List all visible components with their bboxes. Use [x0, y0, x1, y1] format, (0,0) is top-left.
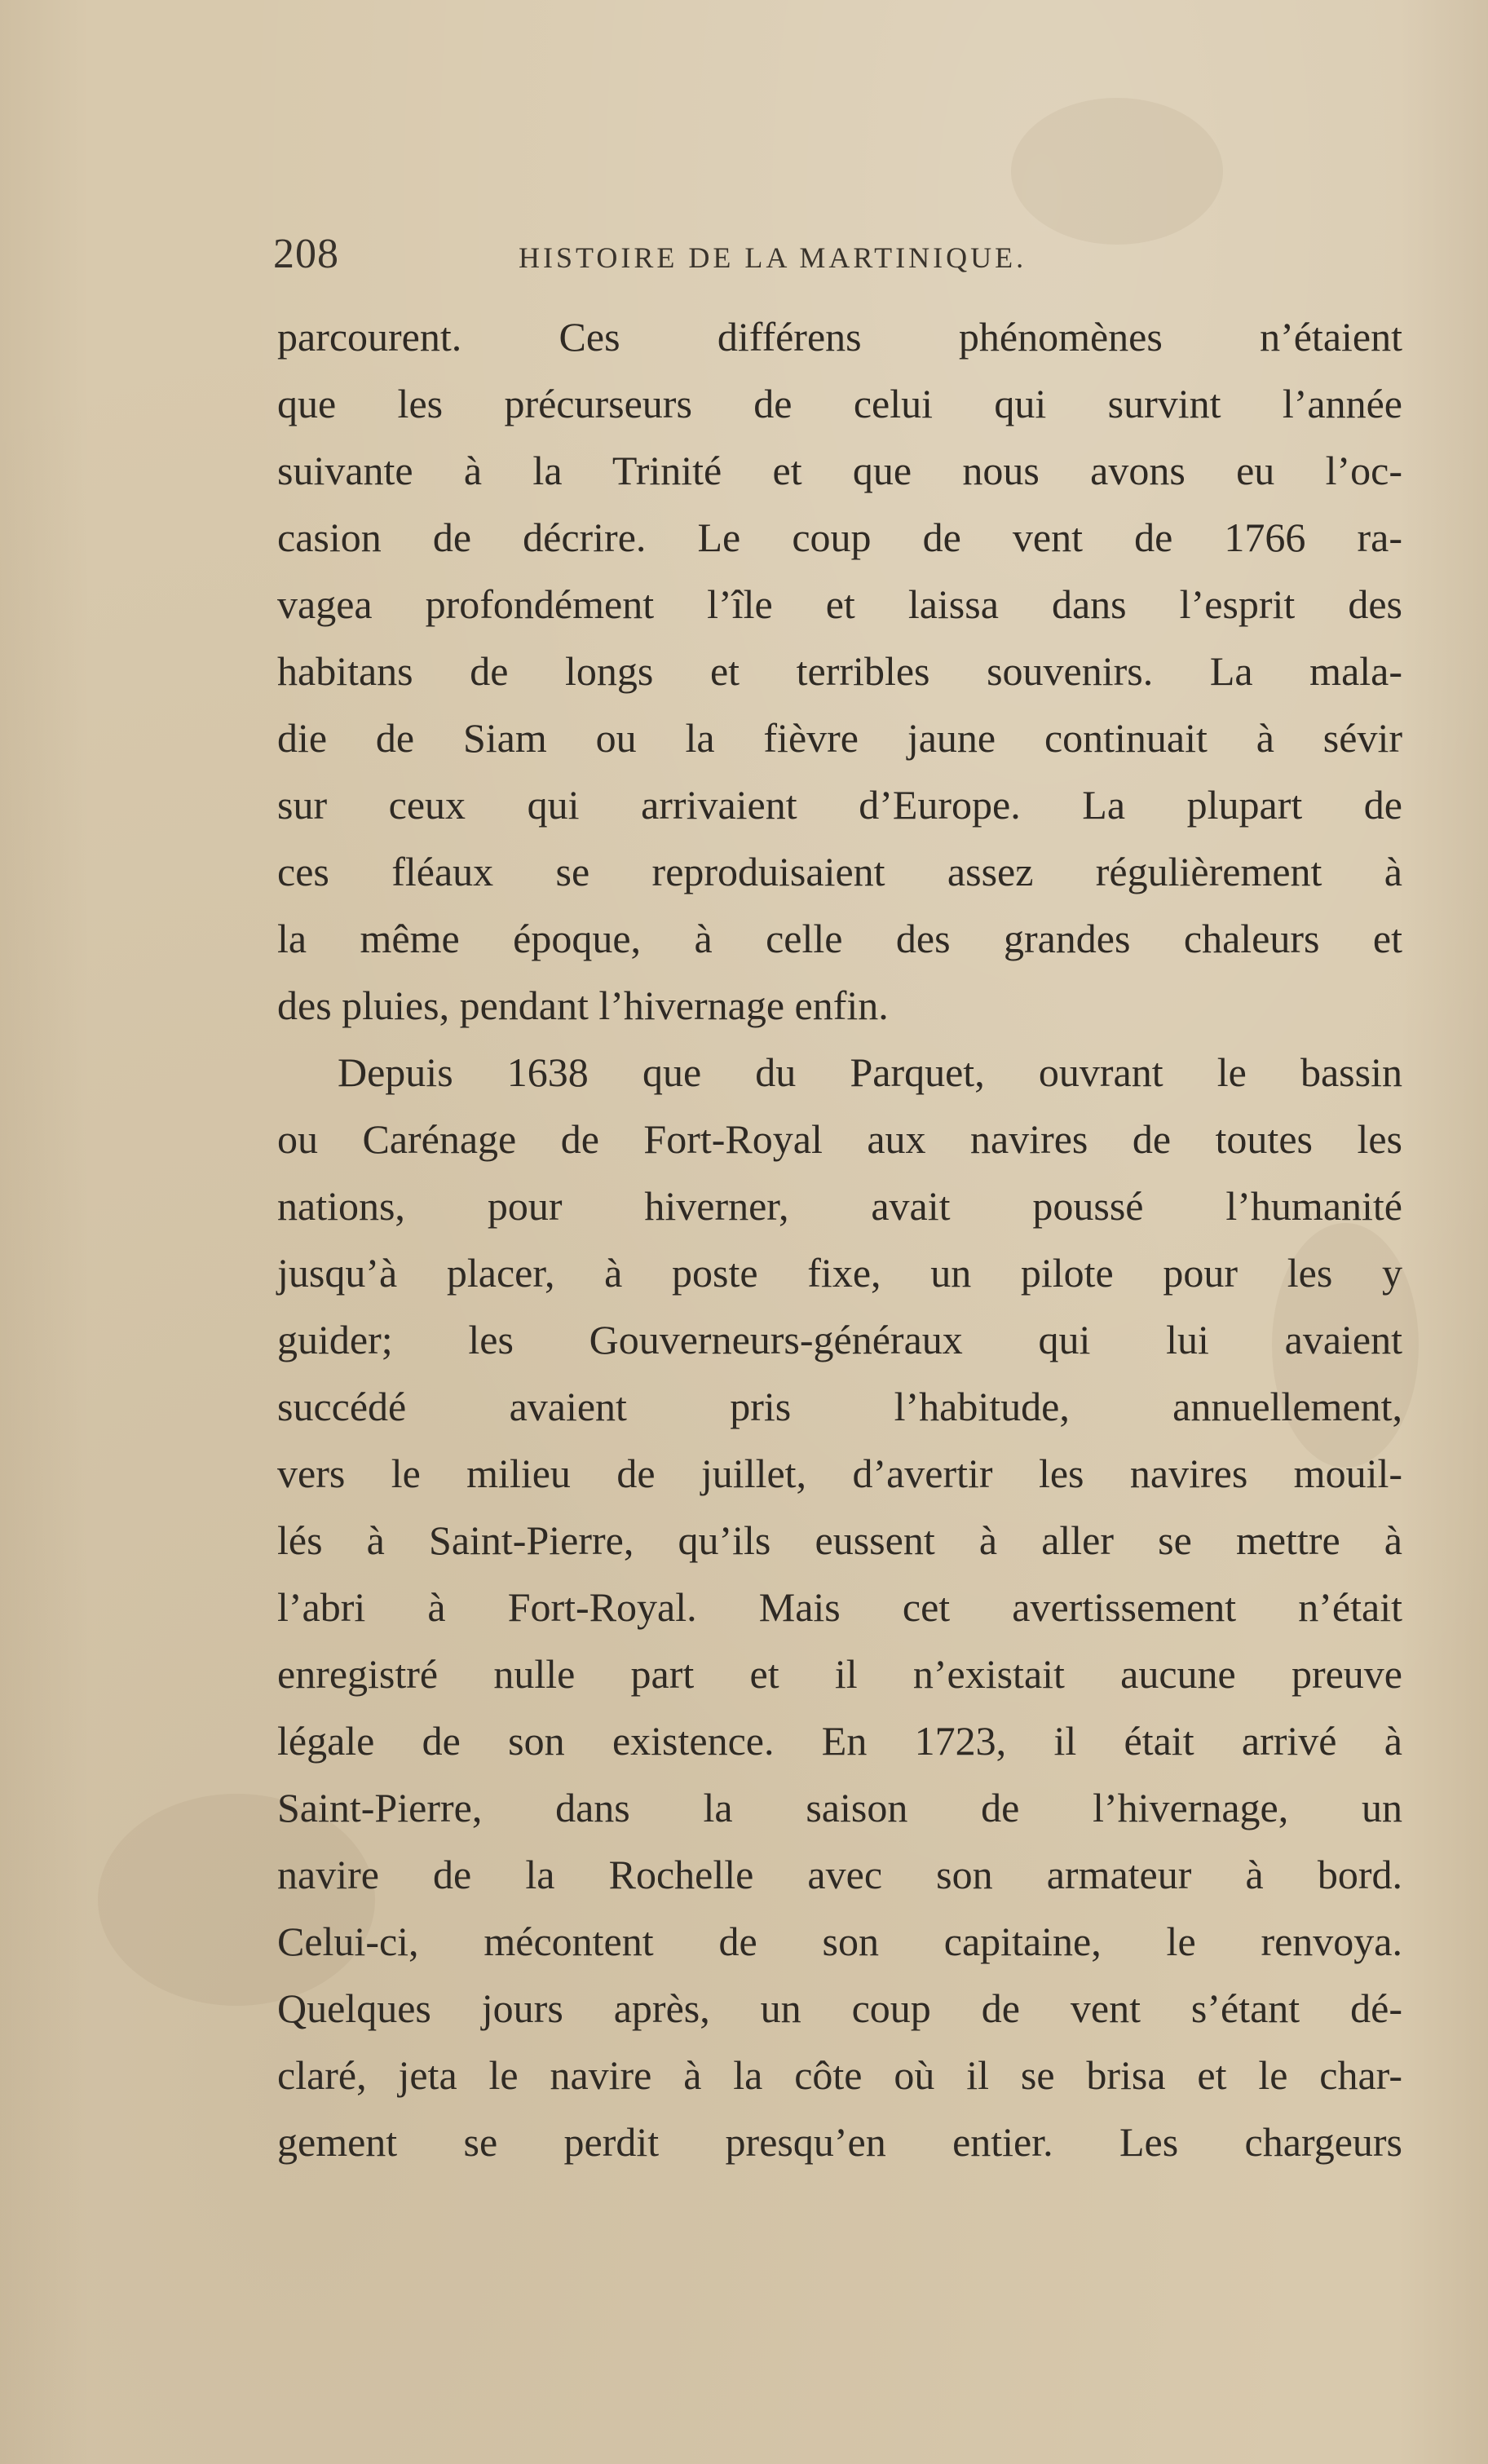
text-line: enregistré nulle part et il n’existait aucune preuve: [277, 1651, 1402, 1697]
text-line: Quelques jours après, un coup de vent s’étant dé-: [277, 1985, 1402, 2031]
text-line: navire de la Rochelle avec son armateur à bord.: [277, 1852, 1402, 1897]
text-line: Saint-Pierre, dans la saison de l’hivernage, un: [277, 1785, 1402, 1830]
text-line: jusqu’à placer, à poste fixe, un pilote pour les y: [277, 1250, 1402, 1296]
text-line: lés à Saint-Pierre, qu’ils eussent à aller se mettre à: [277, 1517, 1402, 1563]
text-line: l’abri à Fort-Royal. Mais cet avertissement n’était: [277, 1584, 1402, 1630]
text-line: casion de décrire. Le coup de vent de 1766 ra-: [277, 514, 1402, 560]
text-line: des pluies, pendant l’hivernage enfin.: [277, 983, 889, 1028]
text-line: suivante à la Trinité et que nous avons eu l’oc-: [277, 448, 1402, 493]
text-line: ces fléaux se reproduisaient assez régulièrement à: [277, 849, 1402, 894]
text-line: nations, pour hiverner, avait poussé l’humanité: [277, 1183, 1402, 1229]
text-line: sur ceux qui arrivaient d’Europe. La plupart de: [277, 782, 1402, 828]
text-line: gement se perdit presqu’en entier. Les chargeurs: [277, 2119, 1402, 2165]
text-line: Celui-ci, mécontent de son capitaine, le renvoya.: [277, 1919, 1402, 1964]
page-number: 208: [273, 231, 339, 277]
text-line: ou Carénage de Fort-Royal aux navires de toutes les: [277, 1116, 1402, 1162]
text-line: parcourent. Ces différens phénomènes n’étaient: [277, 314, 1402, 360]
text-line: la même époque, à celle des grandes chaleurs et: [277, 916, 1402, 961]
text-line: vagea profondément l’île et laissa dans l’esprit des: [277, 581, 1402, 627]
running-head: HISTOIRE DE LA MARTINIQUE.: [519, 241, 1027, 274]
text-line: claré, jeta le navire à la côte où il se brisa et le char-: [277, 2052, 1402, 2098]
page-header: [273, 230, 1186, 279]
text-line: succédé avaient pris l’habitude, annuellement,: [277, 1384, 1402, 1429]
text-line: habitans de longs et terribles souvenirs. La mala-: [277, 648, 1402, 694]
text-line: vers le milieu de juillet, d’avertir les navires mouil-: [277, 1451, 1402, 1496]
text-line: Depuis 1638 que du Parquet, ouvrant le bassin: [338, 1049, 1402, 1095]
text-line: die de Siam ou la fièvre jaune continuait à sévir: [277, 715, 1402, 761]
paper-stain: [1011, 98, 1223, 245]
body-text: [277, 303, 1419, 2175]
text-line: légale de son existence. En 1723, il était arrivé à: [277, 1718, 1402, 1764]
text-line: que les précurseurs de celui qui survint l’année: [277, 381, 1402, 426]
text-line: guider; les Gouverneurs-généraux qui lui avaient: [277, 1317, 1402, 1362]
